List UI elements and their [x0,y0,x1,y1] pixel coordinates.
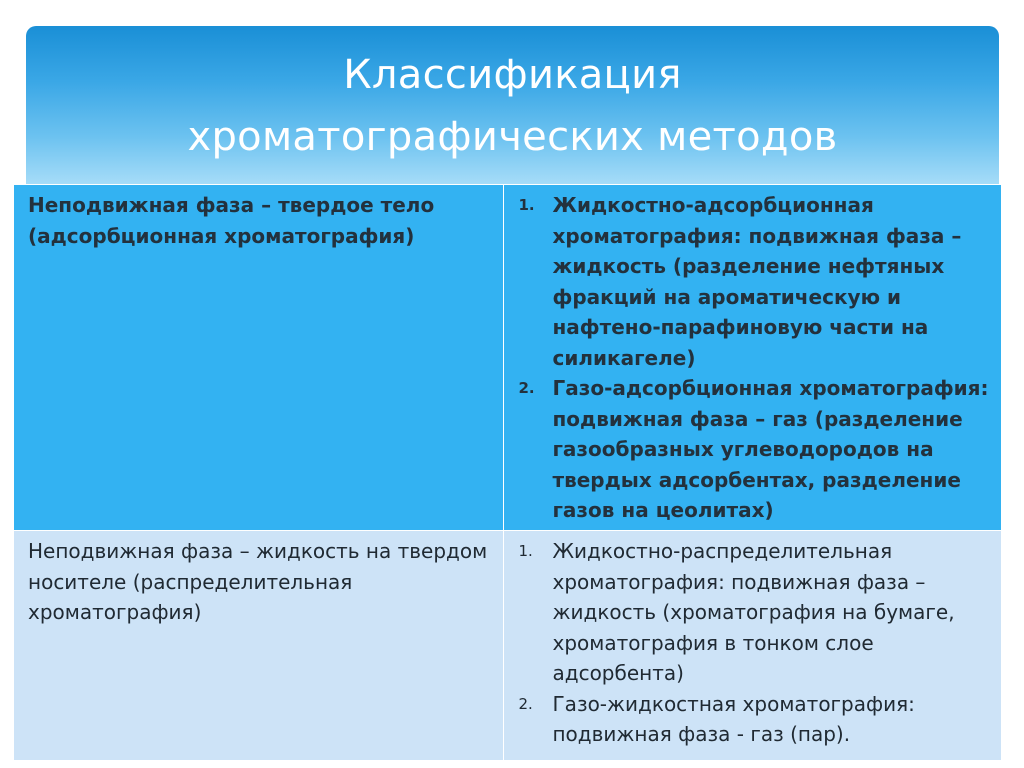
list-item-number: 2. [518,694,533,713]
list-item-number: 1. [518,542,533,560]
list-item [518,190,993,373]
table-row-liquid-phase [14,531,1002,761]
list-item-number: 2. [518,379,535,397]
slide-title [26,44,999,168]
list-item [518,689,993,750]
list-item-text: Жидкостно-адсорбционная хроматография: подвижная фаза – жидкость (разделение нефтяных фракций на ароматическую и нафтено-парафиновую части на силикагеле) [552,193,962,370]
methods-list [518,536,993,750]
classification-table [13,184,1002,761]
list-item-text: Жидкостно-распределительная хроматография: подвижная фаза – жидкость (хроматография на бумаге, хроматография в тонком слое адсорбента) [552,539,955,685]
stationary-phase-cell: Неподвижная фаза – жидкость на твердом носителе (распределительная хроматография) [14,531,504,761]
table-row-solid-phase [14,185,1002,531]
list-item [518,536,993,689]
list-item [518,373,993,526]
stationary-phase-cell: Неподвижная фаза – твердое тело (адсорбционная хроматография) [14,185,504,531]
methods-cell [504,185,1002,531]
methods-cell [504,531,1002,761]
methods-list [518,190,993,526]
list-item-text: Газо-адсорбционная хроматография: подвижная фаза – газ (разделение газообразных углеводородов на твердых адсорбентах, разделение газов на цеолитах) [552,376,989,522]
slide-title-line-1: Классификация [343,52,682,98]
slide-title-line-2: хроматографических методов [187,114,838,160]
list-item-number: 1. [518,196,535,214]
list-item-text: Газо-жидкостная хроматография: подвижная фаза - газ (пар). [552,691,915,746]
